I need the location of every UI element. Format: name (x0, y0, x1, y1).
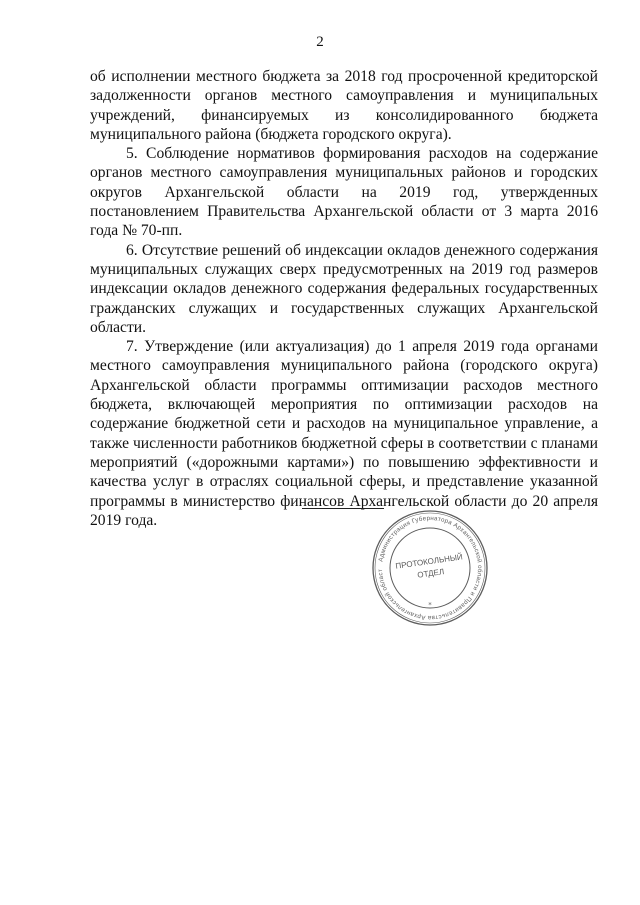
svg-text:ПРОТОКОЛЬНЫЙ: ПРОТОКОЛЬНЫЙ (394, 552, 464, 571)
svg-text:*: * (428, 601, 432, 609)
paragraph-item-6: 6. Отсутствие решений об индексации окладов денежного содержания муниципальных служащих сверх предусмотренных на 2019 год размеров индексации окладов денежного содержания федеральных государственных гражданских служащих и государственных служащих Архангельской области. (90, 241, 598, 336)
paragraph-continuation: об исполнении местного бюджета за 2018 год просроченной кредиторской задолженности органов местного самоуправления и муниципальных учреждений, финансируемых из консолидированного бюджета муниципального района (бюджета городского округа). (90, 68, 598, 143)
paragraph-item-5: 5. Соблюдение нормативов формирования расходов на содержание органов местного самоуправления муниципальных районов и городских округов Архангельской области на 2019 год, утвержденных постановлением Правительства Архангельской области от 3 марта 2016 года № 70-пп. (90, 145, 598, 240)
svg-text:Администрация Губернатора Арха: Администрация Губернатора Архангельской области и Правительства Архангельской област (376, 514, 484, 622)
document-body (90, 67, 598, 530)
official-stamp (370, 508, 490, 628)
svg-text:ОТДЕЛ: ОТДЕЛ (416, 567, 445, 580)
page-number: 2 (316, 34, 324, 50)
paragraph-item-7: 7. Утверждение (или актуализация) до 1 апреля 2019 года органами местного самоуправления муниципального района (городского округа) Архангельской области программы оптимизации расходов местного бюджета, включающей мероприятия по оптимизации расходов на содержание бюджетной сети и расходов на муниципальное управление, а также численности работников бюджетной сферы в соответствии с планами мероприятий («дорожными картами») по повышению эффективности и качества услуг в отраслях социальной сферы, и представление указанной программы в министерство финансов Архангельской области до 20 апреля 2019 года. (90, 338, 598, 529)
